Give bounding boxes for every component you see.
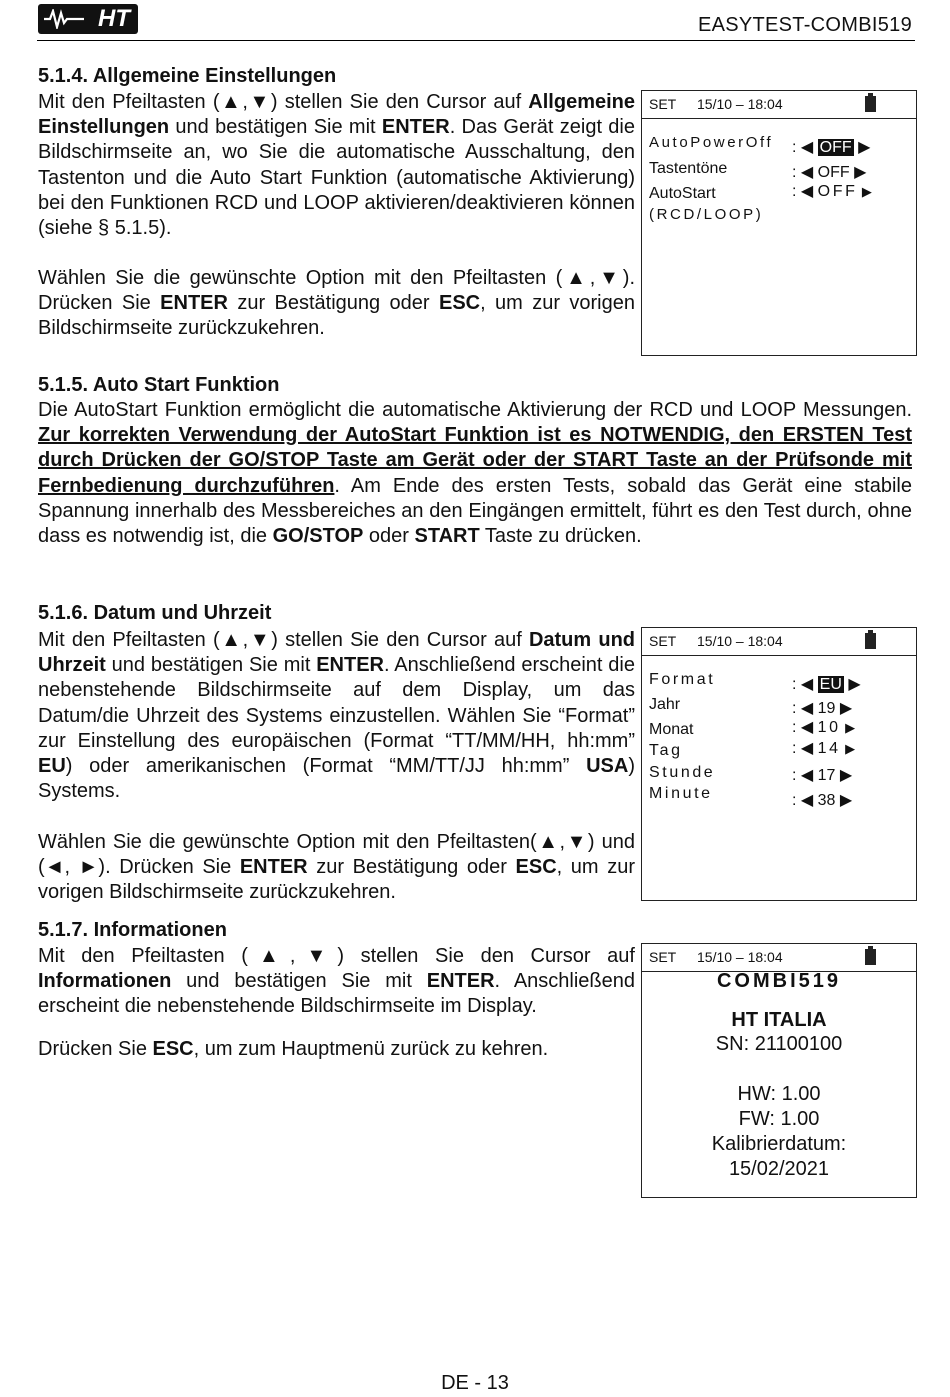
setting-label-tag: Tag	[649, 742, 683, 759]
paragraph-5-1-7-esc: Drücken Sie ESC, um zum Hauptmenü zurück zu kehren.	[38, 1038, 549, 1060]
screen-datetime: 15/10 – 18:04	[697, 96, 783, 112]
heading-5-1-4: 5.1.4. Allgemeine Einstellungen	[38, 65, 337, 87]
screen-date-time	[641, 627, 917, 901]
set-label: SET	[649, 949, 677, 965]
calibration-label: Kalibrierdatum:	[711, 1133, 847, 1155]
arrow-left-icon: ◀	[800, 740, 814, 757]
arrow-left-icon: ◀	[800, 719, 814, 736]
paragraph-5-1-4-intro: Mit den Pfeiltasten (▲,▼) stellen Sie den Cursor auf Allgemeine Einstellungen und bestätigen Sie mit ENTER. Das Gerät zeigt die Bildschirmseite an, wo Sie die automatische Ausschaltung, den Tastenton und die Auto Start Funktion (automatische Aktivierung) bei den Funktionen RCD und LOOP aktivieren/deaktivieren können (siehe § 5.1.5).	[38, 91, 635, 240]
battery-icon	[865, 633, 876, 649]
setting-colon: : ◀ OFF ▶	[792, 139, 871, 156]
setting-value-stunde: 17	[817, 767, 836, 784]
firmware-version: FW: 1.00	[738, 1108, 820, 1130]
setting-label-rcd-loop: (RCD/LOOP)	[649, 206, 764, 223]
paragraph-5-1-4-select: Wählen Sie die gewünschte Option mit den Pfeiltasten (▲,▼). Drücken Sie ENTER zur Bestätigung oder ESC, um zur vorigen Bildschirmseite zurückzukehren.	[38, 267, 635, 340]
setting-colon: : ◀ OFF ▶	[792, 164, 867, 181]
arrow-left-icon: ◀	[800, 767, 814, 784]
device-model: COMBI519	[716, 970, 842, 992]
setting-colon: : ◀ 10 ▶	[792, 719, 856, 736]
ht-logo	[38, 4, 138, 34]
heading-5-1-7: 5.1.7. Informationen	[38, 919, 227, 941]
setting-value-autostart: OFF	[817, 183, 858, 200]
heading-5-1-5: 5.1.5. Auto Start Funktion	[38, 374, 280, 396]
header-divider	[37, 40, 915, 41]
arrow-right-icon: ▶	[839, 767, 853, 784]
arrow-left-icon: ◀	[800, 700, 814, 717]
screen-status-bar	[642, 628, 916, 656]
paragraph-5-1-6-intro: Mit den Pfeiltasten (▲,▼) stellen Sie den Cursor auf Datum und Uhrzeit und bestätigen Sie mit ENTER. Anschließend erscheint die nebenstehende Bildschirmseite auf dem Display, um das Datum/die Uhrzeit des Systems einzustellen. Wählen Sie “Format” zur Einstellung des europäischen (Format “TT/MM/HH, hh:mm” EU) oder amerikanischen (Format “MM/TT/JJ hh:mm” USA) Systems.	[38, 629, 635, 803]
doc-title: EASYTEST-COMBI519	[697, 14, 912, 36]
company-name: HT ITALIA	[731, 1009, 827, 1031]
setting-label-stunde: Stunde	[649, 764, 716, 781]
screen-datetime: 15/10 – 18:04	[697, 949, 783, 965]
arrow-left-icon: ◀	[800, 183, 814, 200]
setting-label-tastentoene: Tastentöne	[649, 160, 728, 177]
ht-logo-wave-icon	[44, 9, 84, 29]
setting-colon: : ◀ 38 ▶	[792, 792, 853, 809]
battery-icon	[865, 949, 876, 965]
setting-value-minute: 38	[817, 792, 836, 809]
arrow-right-icon: ▶	[861, 184, 872, 199]
heading-5-1-6: 5.1.6. Datum und Uhrzeit	[38, 602, 272, 624]
setting-colon: : ◀ OFF ▶	[792, 183, 872, 200]
arrow-left-icon: ◀	[800, 792, 814, 809]
setting-value-tastentoene: OFF	[817, 164, 850, 181]
setting-colon: : ◀ EU ▶	[792, 676, 861, 693]
screen-datetime: 15/10 – 18:04	[697, 633, 783, 649]
paragraph-5-1-5: Die AutoStart Funktion ermöglicht die automatische Aktivierung der RCD und LOOP Messungen. Zur korrekten Verwendung der AutoStart Funktion ist es NOTWENDIG, den ERSTEN Test durch Drücken der GO/STOP Taste am Gerät oder der START Taste an der Prüfsonde mit Fernbedienung durchzuführen. Am Ende des ersten Tests, sobald das Gerät eine stabile Spannung innerhalb des Messbereiches an den Eingängen ermittelt, führt es den Test durch, ohne dass es notwendig ist, die GO/STOP oder START Taste zu drücken.	[38, 399, 912, 548]
setting-value-monat: 10	[817, 719, 841, 736]
battery-icon	[865, 96, 876, 112]
setting-label-autostart: AutoStart	[649, 185, 716, 202]
setting-label-jahr: Jahr	[649, 696, 681, 713]
arrow-left-icon: ◀	[800, 676, 814, 693]
setting-label-minute: Minute	[649, 785, 713, 802]
arrow-right-icon: ▶	[858, 139, 871, 156]
calibration-date: 15/02/2021	[728, 1158, 830, 1180]
arrow-right-icon: ▶	[839, 700, 853, 717]
arrow-left-icon: ◀	[800, 164, 814, 181]
setting-colon: : ◀ 19 ▶	[792, 700, 853, 717]
setting-value-autopoweroff: OFF	[819, 139, 852, 156]
paragraph-5-1-6-select: Wählen Sie die gewünschte Option mit den Pfeiltasten(▲,▼) und (◄, ►). Drücken Sie ENTER zur Bestätigung oder ESC, um zur vorigen Bildschirmseite zurückzukehren.	[38, 831, 635, 904]
screen-general-settings	[641, 90, 917, 356]
setting-value-format: EU	[819, 676, 842, 693]
page-number: DE - 13	[441, 1372, 509, 1394]
hardware-version: HW: 1.00	[737, 1083, 821, 1105]
setting-colon: : ◀ 17 ▶	[792, 767, 853, 784]
set-label: SET	[649, 96, 677, 112]
set-label: SET	[649, 633, 677, 649]
arrow-right-icon: ▶	[845, 741, 856, 756]
serial-number: SN: 21100100	[715, 1033, 843, 1055]
setting-value-tag: 14	[817, 740, 841, 757]
setting-label-monat: Monat	[649, 721, 694, 738]
arrow-right-icon: ▶	[854, 164, 867, 181]
setting-label-autopoweroff: AutoPowerOff	[649, 134, 774, 151]
setting-colon: : ◀ 14 ▶	[792, 740, 856, 757]
setting-label-format: Format	[649, 671, 716, 688]
setting-value-jahr: 19	[817, 700, 836, 717]
arrow-right-icon: ▶	[848, 676, 861, 693]
logo-text: HT	[98, 5, 130, 32]
paragraph-5-1-7-intro: Mit den Pfeiltasten (▲,▼) stellen Sie den Cursor auf Informationen und bestätigen Sie mit ENTER. Anschließend erscheint die nebenstehende Bildschirmseite im Display.	[38, 945, 635, 1018]
screen-status-bar	[642, 944, 916, 972]
screen-information	[641, 943, 917, 1198]
arrow-left-icon: ◀	[800, 139, 814, 156]
screen-status-bar	[642, 91, 916, 119]
arrow-right-icon: ▶	[845, 720, 856, 735]
arrow-right-icon: ▶	[839, 792, 853, 809]
